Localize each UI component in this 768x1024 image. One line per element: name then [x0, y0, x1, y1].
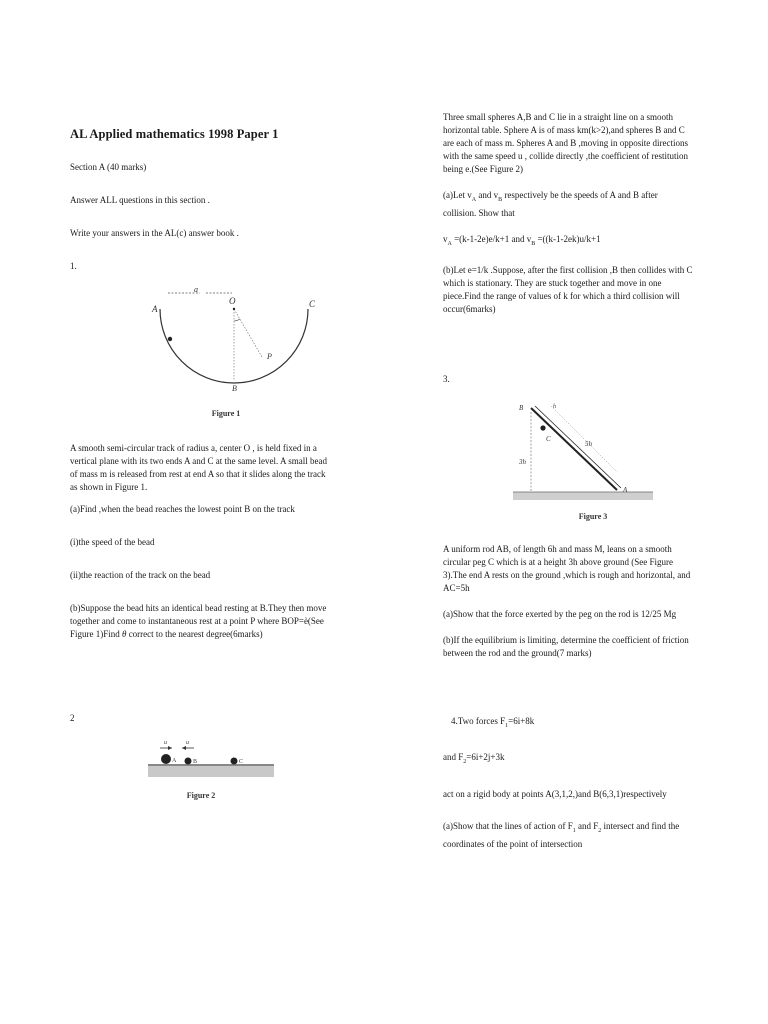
figure-2-caption: Figure 2: [186, 791, 216, 800]
q4-part-a-sub2: 2: [598, 827, 602, 834]
figure-1-label-a: a: [194, 285, 198, 294]
question-3-text: A uniform rod AB, of length 6h and mass M, leans on a smooth circular peg C which is at a height 3h above ground (See Figure 3).The end A rests on the ground ,which is rough and horizontal, and AC=5h: [443, 543, 691, 593]
figure-2-label-B: B: [193, 759, 198, 765]
q4-line2-text: and F: [443, 752, 464, 763]
question-4-line-2: [443, 751, 693, 769]
question-2-formula: [443, 233, 693, 251]
question-1-number: 1.: [70, 261, 77, 271]
question-3-part-a: (a)Show that the force exerted by the peg on the rod is 12/25 Mg: [443, 608, 677, 619]
question-4-line-1: [443, 715, 693, 733]
question-1-part-a-ii: (ii)the reaction of the track on the bead: [70, 570, 211, 580]
figure-1-label-P: P: [267, 352, 272, 361]
question-1-part-b: [70, 602, 332, 641]
figure-1-label-B: B: [232, 384, 237, 393]
figure-2-label-u1: u: [164, 740, 167, 746]
q4-part-a-text-1: (a)Show that the lines of action of F: [443, 821, 573, 832]
section-heading: Section A (40 marks): [70, 162, 147, 172]
figure-2-label-u2: u: [186, 740, 189, 746]
question-2-part-a-text-2: and v: [476, 190, 499, 200]
figure-1-label-A: A: [152, 304, 158, 314]
figure-1-diagram: [148, 285, 328, 407]
theta-symbol: θ: [122, 629, 127, 639]
figure-1: [148, 285, 328, 420]
instruction-2: Write your answers in the AL(c) answer book .: [70, 228, 239, 238]
q4-line1-value: =6i+8k: [508, 715, 535, 726]
figure-3-label-B: B: [519, 403, 524, 412]
question-1-part-a: (a)Find ,when the bead reaches the lowest point B on the track: [70, 504, 295, 514]
question-3-number: 3.: [443, 373, 450, 384]
formula-subscript-B: B: [531, 240, 536, 247]
question-2-part-a-text-1: (a)Let v: [443, 190, 472, 200]
subscript-A: A: [471, 196, 477, 203]
q4-part-a-text-2: and F: [575, 821, 599, 832]
figure-1-label-C: C: [309, 299, 316, 309]
question-3-part-b: (b)If the equilibrium is limiting, determine the coefficient of friction between the rod and the ground(7 marks): [443, 634, 689, 658]
question-1-part-b-end: correct to the nearest degree(6marks): [128, 629, 263, 639]
question-2-number: 2: [70, 713, 75, 723]
question-4-part-a: [443, 820, 693, 851]
right-column: [443, 111, 693, 860]
figure-2: [146, 737, 276, 802]
formula-text-1: v: [443, 233, 448, 244]
question-1-part-a-i: (i)the speed of the bead: [70, 537, 155, 547]
figure-1-label-O: O: [229, 296, 236, 306]
document-title: AL Applied mathematics 1998 Paper 1: [70, 127, 279, 141]
figure-3-label-h: h: [553, 403, 556, 410]
figure-1-caption: Figure 1: [211, 409, 241, 418]
formula-text-3: =((k-1-2ek)u/k+1: [535, 233, 601, 244]
figure-3-label-C: C: [546, 434, 551, 443]
figure-2-diagram: [146, 737, 276, 789]
figure-2-label-C: C: [239, 759, 244, 765]
instruction-1: Answer ALL questions in this section .: [70, 195, 210, 205]
question-2-part-b: (b)Let e=1/k .Suppose, after the first collision ,B then collides with C which is stationary. They are stuck together and move in one piece.Find the range of values of k for which a third collision will occur(6marks): [443, 264, 693, 314]
formula-text-2: =(k-1-2e)e/k+1 and v: [451, 233, 532, 244]
figure-3-label-3h: 3h: [519, 457, 526, 466]
question-2-text: Three small spheres A,B and C lie in a straight line on a smooth horizontal table. Sphere A is of mass km(k>2),and spheres B and C are each of mass m. Spheres A and B ,moving in opposite directions with the same speed u , collide directly ,the coefficient of restitution being e.(See Figure 2): [443, 112, 689, 174]
q4-line2-sub: 2: [463, 759, 467, 766]
question-1-part-b-text: (b)Suppose the bead hits an identical bead resting at B.They then move together and come to instantaneous rest at a point P where BOP=è(See Figure 1)Find: [70, 603, 327, 639]
q4-line2-value: =6i+2j+3k: [466, 752, 505, 763]
q4-part-a-sub1: 1: [572, 827, 576, 834]
question-4-line-3: act on a rigid body at points A(3,1,2,)and B(6,3,1)respectively: [443, 789, 667, 800]
question-2-part-a: [443, 189, 693, 220]
figure-3: [513, 398, 653, 523]
figure-3-label-A: A: [623, 485, 628, 494]
question-1-text: A smooth semi-circular track of radius a, center O , is held fixed in a vertical plane with its two ends A and C at the same level. A small bead of mass m is released from rest at end A so that it slides along the track as shown in Figure 1.: [70, 443, 327, 492]
q4-part-a-text-3: intersect and find the coordinates of the point of intersection: [443, 821, 680, 849]
left-column: [70, 128, 332, 802]
figure-3-diagram: [513, 398, 653, 510]
question-2-part-a-text-3: respectively be the speeds of A and B after collision. Show that: [443, 190, 658, 218]
figure-2-label-A: A: [172, 758, 177, 764]
q4-line1-text: 4.Two forces F: [451, 715, 506, 726]
figure-3-caption: Figure 3: [578, 511, 608, 521]
formula-subscript-A: A: [447, 240, 452, 247]
subscript-B: B: [498, 196, 503, 203]
figure-3-label-5h: 5h: [585, 439, 592, 448]
q4-line1-sub: 1: [505, 722, 509, 729]
